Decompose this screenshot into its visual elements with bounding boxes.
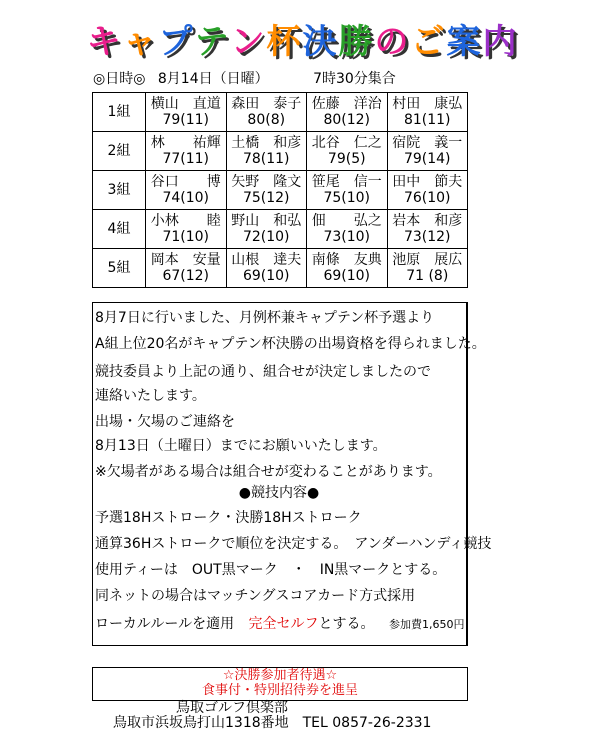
player-cell <box>146 249 227 288</box>
player-cell <box>307 249 388 288</box>
player-score: 69(10) <box>242 268 290 284</box>
date-label: ◎日時◎ <box>93 71 146 87</box>
player-name: 北谷 仁之 <box>311 135 382 151</box>
player-cell <box>387 132 468 171</box>
title-char: ン <box>230 22 267 62</box>
player-name: 佐藤 洋治 <box>311 96 382 112</box>
player-name: 野山 和弘 <box>231 213 302 229</box>
player-score: 73(10) <box>323 229 371 245</box>
info-line: ※欠場者がある場合は組合せが変わることがあります。 <box>95 464 442 480</box>
player-score: 71(10) <box>162 229 210 245</box>
title-char: 案 <box>446 22 483 62</box>
player-cell <box>226 171 307 210</box>
player-score: 80(12) <box>323 112 371 128</box>
player-score: 76(10) <box>403 190 451 206</box>
title-char: 内 <box>482 22 519 62</box>
group-label: 5組 <box>93 249 146 288</box>
player-cell <box>226 132 307 171</box>
player-name: 佃 弘之 <box>311 213 382 229</box>
player-name: 村田 康弘 <box>392 96 463 112</box>
player-cell <box>387 171 468 210</box>
player-name: 横山 直道 <box>150 96 221 112</box>
player-score: 81(11) <box>403 112 451 128</box>
finalist-benefits-box <box>92 667 468 701</box>
player-score: 72(10) <box>242 229 290 245</box>
info-line: 同ネットの場合はマッチングスコアカード方式採用 <box>95 588 416 604</box>
player-name: 南條 友典 <box>311 252 382 268</box>
title-char: キ <box>86 22 123 62</box>
player-score: 67(12) <box>162 268 210 284</box>
player-score: 73(12) <box>403 229 451 245</box>
benefits-heading: ☆決勝参加者待遇☆ <box>222 668 338 683</box>
title-char: 勝 <box>338 22 375 62</box>
player-cell <box>146 132 227 171</box>
player-cell <box>307 93 388 132</box>
info-line: 8月7日に行いました、月例杯兼キャプテン杯予選より <box>95 310 435 326</box>
player-score: 75(10) <box>323 190 371 206</box>
club-name: 鳥取ゴルフ倶楽部 <box>176 700 288 716</box>
player-cell <box>307 210 388 249</box>
group-label: 2組 <box>93 132 146 171</box>
player-score: 79(11) <box>162 112 210 128</box>
table-row <box>93 210 468 249</box>
player-name: 林 祐輝 <box>150 135 221 151</box>
player-name: 池原 展広 <box>392 252 463 268</box>
player-cell <box>387 210 468 249</box>
info-line: A組上位20名がキャプテン杯決勝の出場資格を得られました。 <box>95 336 486 352</box>
contest-heading: ●競技内容● <box>238 485 320 501</box>
player-score: 79(14) <box>403 151 451 167</box>
info-line: 競技委員より上記の通り、組合せが決定しましたので <box>95 364 431 380</box>
player-score: 79(5) <box>327 151 366 167</box>
local-rule-line <box>95 615 465 634</box>
player-name: 小林 睦 <box>150 213 221 229</box>
title-char: ャ <box>122 22 159 62</box>
table-row <box>93 93 468 132</box>
title-char: プ <box>158 22 195 62</box>
player-cell <box>146 210 227 249</box>
player-cell <box>387 249 468 288</box>
event-date-line <box>93 68 396 88</box>
player-score: 74(10) <box>162 190 210 206</box>
group-label: 4組 <box>93 210 146 249</box>
info-box <box>92 302 492 646</box>
group-label: 1組 <box>93 93 146 132</box>
player-score: 71 (8) <box>406 268 449 284</box>
group-label: 3組 <box>93 171 146 210</box>
player-cell <box>226 210 307 249</box>
info-line: 出場・欠場のご連絡を <box>95 414 235 430</box>
player-score: 75(12) <box>242 190 290 206</box>
player-name: 土橋 和彦 <box>231 135 302 151</box>
player-score: 80(8) <box>247 112 286 128</box>
info-line: 8月13日（土曜日）までにお願いいたします。 <box>95 438 387 454</box>
table-row <box>93 132 468 171</box>
event-date: 8月14日（日曜） <box>157 71 269 87</box>
player-cell <box>146 93 227 132</box>
player-name: 宿院 義一 <box>392 135 463 151</box>
player-name: 谷口 博 <box>150 174 221 190</box>
title-char: ご <box>410 22 447 62</box>
player-name: 矢野 隆文 <box>231 174 302 190</box>
title-char: 決 <box>302 22 339 62</box>
full-self-text: 完全セルフ <box>248 616 319 632</box>
player-name: 岩本 和彦 <box>392 213 463 229</box>
player-name: 田中 節夫 <box>392 174 463 190</box>
player-score: 78(11) <box>242 151 290 167</box>
player-cell <box>146 171 227 210</box>
title-char: の <box>374 22 411 62</box>
benefits-detail: 食事付・特別招待券を進呈 <box>201 683 358 698</box>
club-address: 鳥取市浜坂鳥打山1318番地 TEL 0857-26-2331 <box>113 715 432 731</box>
player-cell <box>307 171 388 210</box>
table-row <box>93 171 468 210</box>
player-name: 山根 達夫 <box>231 252 302 268</box>
player-name: 岡本 安量 <box>150 252 221 268</box>
player-name: 森田 泰子 <box>231 96 302 112</box>
info-line: 連絡いたします。 <box>95 388 206 404</box>
info-line: 通算36Hストロークで順位を決定する。 アンダーハンディ競技 <box>95 536 492 552</box>
meeting-time: 7時30分集合 <box>313 71 396 87</box>
entry-fee: 参加費1,650円 <box>389 618 465 631</box>
info-line: 使用ティーは OUT黒マーク ・ IN黒マークとする。 <box>95 562 447 578</box>
title-char: テ <box>194 22 231 62</box>
player-cell <box>226 93 307 132</box>
pairings-table <box>92 92 468 288</box>
player-cell <box>307 132 388 171</box>
info-line: 予選18Hストローク・決勝18Hストローク <box>95 510 362 526</box>
player-cell <box>387 93 468 132</box>
player-name: 笹尾 信一 <box>311 174 382 190</box>
player-cell <box>226 249 307 288</box>
local-rule-text: ローカルルールを適用 <box>95 616 235 632</box>
local-rule-suffix: とする。 <box>318 616 375 632</box>
title-char: 杯 <box>266 22 303 62</box>
table-row <box>93 249 468 288</box>
player-score: 77(11) <box>162 151 210 167</box>
player-score: 69(10) <box>323 268 371 284</box>
page-title <box>0 14 605 63</box>
